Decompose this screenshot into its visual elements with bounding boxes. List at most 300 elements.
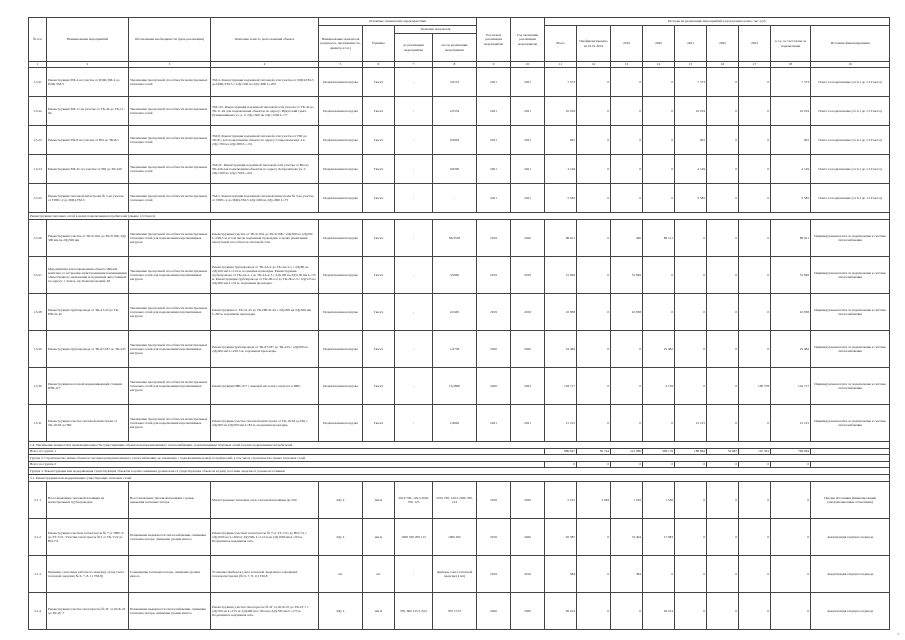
row-after: приборы учета тепловой энергии (4 шт) — [433, 556, 477, 593]
row-total: 384 — [545, 556, 577, 593]
header-reason: Обоснование необходимости (цель реализации) — [129, 18, 211, 62]
row-indicator: Подключаемая нагрузка — [319, 220, 363, 257]
row-source: Плата за подключение (от 0,1 до 1,5 Гкал/ч) — [811, 97, 890, 126]
row-number: 1.3.31 — [29, 405, 47, 442]
row-cost-2021: 0 — [675, 331, 707, 368]
total-value: 0 — [577, 462, 611, 468]
row-indicator: 2Ду L — [319, 593, 363, 630]
row-cost-2023: 0 — [739, 556, 771, 593]
row-total: 7 573 — [545, 68, 577, 97]
row-cost-2023: 0 — [739, 482, 771, 519]
row-connection-fee: 0 — [771, 556, 811, 593]
total-value: 0 — [545, 462, 577, 468]
row-before: - — [395, 155, 433, 184]
row-name: Мероприятия для подключения объекта 'Жилой комплекс со встроенно-пристроенными помещениями общественного назначения и подземной автостоянкой' по адресу: г. Томск, пр. Комсомольский, 48 — [47, 257, 129, 294]
column-number: 10 — [511, 62, 545, 68]
column-number: 14 — [643, 62, 675, 68]
row-cost-2022: 0 — [707, 519, 739, 556]
row-description: ТМ-2С. Реконструкция подземной тепловой сети участка от НО до ТК-226 для подключения объектов по адресу Добролюбова ул. 5, 2Ду=500 на 2Ду=700 L=201 — [211, 155, 319, 184]
row-indicator: 2Ду L — [319, 519, 363, 556]
row-before: - — [395, 220, 433, 257]
column-number: 18 — [771, 62, 811, 68]
row-cost-2022: 0 — [707, 220, 739, 257]
table-row — [29, 593, 890, 630]
row-start-year: 2020 — [477, 368, 511, 405]
section-title: 3.1. Реконструкция или модернизация существующих тепловых сетей — [29, 475, 890, 482]
row-connection-fee: 10 019 — [771, 97, 811, 126]
row-indicator: Подключаемая нагрузка — [319, 257, 363, 294]
section-row — [29, 475, 890, 482]
row-after: 1,8662 — [433, 405, 477, 442]
table-row — [29, 184, 890, 213]
row-cost-2019: 0 — [611, 593, 643, 630]
column-number: 6 — [363, 62, 395, 68]
column-number: 17 — [739, 62, 771, 68]
total-value: 0 — [771, 462, 811, 468]
row-number: 1.3.27 — [29, 257, 47, 294]
row-description: Реконструкция ПНС-6/7 с заменой насосного агрегата в ПНС — [211, 368, 319, 405]
header-end: Год окончания реализации мероприятия — [511, 18, 545, 62]
rows-group-b — [29, 220, 890, 442]
row-source: Индивидуальная плата за подключение к системе теплоснабжения — [811, 405, 890, 442]
row-indicator: Подключаемая нагрузка — [319, 405, 363, 442]
row-description: Реконструкция трубопровода от ТК-2А-2 до ТК-2А-2-1 с 2Ду80 на 2Ду100 мм L=114 м, подземная прокладка. Реконструкция трубопровода от ТК-2А-2-1 до ТК-2А-2-3 с 2Ду100 на 2Ду150 мм L=70 м. Реконструкция трубопровода от ТК-2Б-2-2 до ТК-2Б-2-3 с 2Ду125 на 2Ду200 мм L=52 м, подземная прокладка. — [211, 257, 319, 294]
row-connection-fee: 10 838 — [771, 294, 811, 331]
row-total: 5 582 — [545, 184, 577, 213]
row-financed: 0 — [577, 405, 611, 442]
row-start-year: 2021 — [477, 97, 511, 126]
row-unit: мм м — [363, 482, 395, 519]
section-title: Группа 2. Строительство новых объектов системы централизованного теплоснабжения, не связанных с подключением новых потребителей, в том числе строительство новых тепловых сетей — [29, 455, 890, 462]
header-costs-group: Расходы на реализацию мероприятий в прогнозных ценах, тыс. руб. — [545, 18, 890, 26]
row-reason: Увеличение пропускной способности магистральных тепловых сетей — [129, 68, 211, 97]
row-unit: Гкал/ч — [363, 405, 395, 442]
row-reason: Увеличение пропускной способности магистральных тепловых сетей для подключения перспективных нагрузок — [129, 368, 211, 405]
row-total: 10 838 — [545, 294, 577, 331]
row-cost-2021: 0 — [675, 482, 707, 519]
table-row — [29, 68, 890, 97]
column-number: 4 — [211, 62, 319, 68]
row-before: - — [395, 68, 433, 97]
row-after: 1000 405 — [433, 519, 477, 556]
total-value: 0 — [739, 462, 771, 468]
column-number: 19 — [811, 62, 890, 68]
row-connection-fee: 104 717 — [771, 368, 811, 405]
row-before: - — [395, 257, 433, 294]
header-after: после реализации мероприятия — [433, 34, 477, 62]
table-row — [29, 482, 890, 519]
row-cost-2021: 0 — [675, 257, 707, 294]
row-financed: 0 — [577, 220, 611, 257]
row-after: 13,2890 — [433, 368, 477, 405]
row-connection-fee: 86 611 — [771, 220, 811, 257]
row-name: Реконструкция ТМ-4 на участке от ИДЦ-ТМ-4 до ИДЦ ТМ-5 — [47, 68, 129, 97]
row-description: Магистральные тепловые сети, тепловой изоляции Ду 200 — [211, 482, 319, 519]
section-title: Группа 3. Реконструкция или модернизация существующих объектов в целях снижения уровня износа существующих объектов и (или) поставки энергии от разных источников — [29, 468, 890, 475]
row-cost-2023: 0 — [739, 155, 771, 184]
row-cost-2019: 0 — [611, 97, 643, 126]
row-start-year: 2020 — [477, 593, 511, 630]
row-cost-2022: 0 — [707, 593, 739, 630]
row-start-year: 2016 — [477, 482, 511, 519]
total-value: 0 — [707, 462, 739, 468]
row-cost-2023: 0 — [739, 519, 771, 556]
row-cost-2020: 86 121 — [643, 220, 675, 257]
row-cost-2021: 21 215 — [675, 405, 707, 442]
header-y2019: 2019 — [611, 26, 643, 62]
row-start-year: 2019 — [477, 556, 511, 593]
row-name: Реконструкция участка тепловой магистрали от ТК-18-63 до НО — [47, 405, 129, 442]
row-description: ТМ-5. Реконструкция подземной тепловой магистрали № 5 на участке от ГПРС-2 до ИДЦ-ТМ-5 2Ду=600 на 2Ду=800 L=75 — [211, 184, 319, 213]
row-number: 1.3.30 — [29, 368, 47, 405]
row-name: Реконструкция участка от ТК-9/19А до ТК-9/19Б, 2Ду 300 мм на 2Ду500 мм — [47, 220, 129, 257]
row-cost-2021: 0 — [675, 556, 707, 593]
row-description: Реконструкция от ТК-41-45 до ТК-ПВ-41-45 с 2Ду200 на 2Ду500 мм L=60 м, подземная прокладка. — [211, 294, 319, 331]
row-cost-2023: 0 — [739, 68, 771, 97]
column-number: 13 — [611, 62, 643, 68]
row-cost-2021: 0 — [675, 294, 707, 331]
total-value: 0 — [643, 462, 675, 468]
row-cost-2019: 0 — [611, 68, 643, 97]
row-cost-2019: 490 — [611, 220, 643, 257]
header-financed: Профинансировано на 01.01.2019 — [577, 26, 611, 62]
row-cost-2022: 0 — [707, 68, 739, 97]
row-before: - — [395, 97, 433, 126]
row-cost-2019: 0 — [611, 155, 643, 184]
row-cost-2022: 0 — [707, 97, 739, 126]
header-total: Всего — [545, 26, 577, 62]
row-after: 0,8290 — [433, 155, 477, 184]
row-cost-2019: 1 016 — [611, 482, 643, 519]
row-reason: Сокращение тепловых потерь, снижение уровня износа — [129, 556, 211, 593]
row-reason: Повышение надежности теплоснабжения, снижения тепловых потерь, снижение уровня износа — [129, 519, 211, 556]
row-end-year: 2020 — [511, 593, 545, 630]
total-value: 0 — [675, 462, 707, 468]
row-indicator: Подключаемая нагрузка — [319, 68, 363, 97]
row-before: - — [395, 126, 433, 155]
row-cost-2023: 0 — [739, 405, 771, 442]
row-name: Реконструкция ТМ-8 на участке от НО до ТК-8/1 — [47, 126, 129, 155]
row-financed: 0 — [577, 68, 611, 97]
total-label: Всего по группе 2 — [29, 462, 545, 468]
row-indicator: 2Ду L — [319, 482, 363, 519]
column-number: 5 — [319, 62, 363, 68]
row-connection-fee: 7 573 — [771, 68, 811, 97]
row-end-year: 2019 — [511, 257, 545, 294]
row-connection-fee: 991 — [771, 126, 811, 155]
total-value: 54 687 — [707, 449, 739, 455]
row-financed: 0 — [577, 556, 611, 593]
row-connection-fee: 21 215 — [771, 405, 811, 442]
row-cost-2020: 0 — [643, 155, 675, 184]
row-connection-fee: 31 826 — [771, 257, 811, 294]
row-number: 1.3.21 — [29, 68, 47, 97]
row-unit: Гкал/ч — [363, 294, 395, 331]
row-start-year: 2019 — [477, 294, 511, 331]
row-source: Амортизация текущего периода — [811, 556, 890, 593]
row-name: Реконструкция трубопровода от ТК-67/187 до ТК-235 — [47, 331, 129, 368]
column-number: 12 — [577, 62, 611, 68]
row-unit: Гкал/ч — [363, 331, 395, 368]
table-row — [29, 97, 890, 126]
row-source: Прочие источники финансирования (амортизационные отчисления) — [811, 482, 890, 519]
row-cost-2023: 100 578 — [739, 368, 771, 405]
row-financed: 0 — [577, 126, 611, 155]
row-number: 1.3.24 — [29, 155, 47, 184]
row-source: Плата за подключение (от 0,1 до 1,5 Гкал/ч) — [811, 184, 890, 213]
investment-program-table — [28, 17, 890, 630]
table-row — [29, 155, 890, 184]
row-cost-2023: 0 — [739, 593, 771, 630]
row-description: Реконструкция участка тепловой магистрали от ТК-18-63 до НО с 2Ду300 на 2Ду500 мм L=83 м, подземная прокладка. — [211, 405, 319, 442]
page-number: 2 — [897, 632, 899, 636]
row-indicator: Подключаемая нагрузка — [319, 126, 363, 155]
row-connection-fee: 0 — [771, 519, 811, 556]
row-cost-2019: 0 — [611, 368, 643, 405]
row-indicator: Подключаемая нагрузка — [319, 368, 363, 405]
row-source: Плата за подключение (от 0,1 до 1,5 Гкал/ч) — [811, 126, 890, 155]
row-cost-2022: 0 — [707, 405, 739, 442]
row-end-year: 2021 — [511, 184, 545, 213]
row-cost-2020: 0 — [643, 257, 675, 294]
row-number: 1.3.22 — [29, 97, 47, 126]
row-unit: мм м — [363, 519, 395, 556]
table-row — [29, 126, 890, 155]
row-source: Индивидуальная плата за подключение к системе теплоснабжения — [811, 331, 890, 368]
header-name: Наименование мероприятий — [47, 18, 129, 62]
row-number: 1.3.25 — [29, 184, 47, 213]
row-cost-2021: 0 — [675, 593, 707, 630]
column-number: 2 — [47, 62, 129, 68]
total-value: 212 080 — [611, 449, 643, 455]
row-start-year: 2019 — [477, 220, 511, 257]
row-connection-fee: 5 582 — [771, 184, 811, 213]
row-name: Реконструкция тепловой магистрали № 5 на участке от ГПРС-2 до ИДЦ-ТМ-5 — [47, 184, 129, 213]
row-description: ТМ-4. Реконструкция подземной тепловой сети участка от ИДЦ-ТМ-5 до ИДЦ-ТМ-5 с 2Ду=500 на 2Ду=800 L=205 — [211, 68, 319, 97]
row-source: Амортизация текущего периода — [811, 593, 890, 630]
rows-group-c — [29, 482, 890, 630]
row-after: 3,9940 — [433, 257, 477, 294]
header-y2021: 2021 — [675, 26, 707, 62]
row-cost-2020: 0 — [643, 405, 675, 442]
column-number: 3 — [129, 62, 211, 68]
row-cost-2019: 384 — [611, 556, 643, 593]
row-cost-2023: 0 — [739, 257, 771, 294]
row-cost-2022: 0 — [707, 155, 739, 184]
row-reason: Увеличение пропускной способности магистральных тепловых сетей для подключения перспективных нагрузок — [129, 257, 211, 294]
row-total: 10 019 — [545, 97, 577, 126]
row-cost-2021: 0 — [675, 519, 707, 556]
row-financed: 0 — [577, 257, 611, 294]
column-number: 11 — [545, 62, 577, 68]
header-unit: Единица — [363, 26, 395, 62]
row-name: Приемно-сдаточные работы по монтажу узлов учета тепловой энергии (№ 6, 7, 8, 11 ТМ-8) — [47, 556, 129, 593]
row-name: Реконструкция ТМ-11 на участке от ТК-44 до ТК-11-04 — [47, 97, 129, 126]
row-cost-2021: 0 — [675, 368, 707, 405]
row-number: 1.3.23 — [29, 126, 47, 155]
total-label: Всего по группе 1 — [29, 449, 545, 455]
row-description: ТМ-8. Реконструкция подземной тепловой сети участка от НО до ТК-8/1 для подключения объекта по адресу Ставропольская, 4 к. 2Ду=700 на 2Ду=800 L=151 — [211, 126, 319, 155]
row-cost-2022: 0 — [707, 184, 739, 213]
row-reason: Увеличение пропускной способности магистральных тепловых сетей — [129, 126, 211, 155]
row-cost-2021: 4 149 — [675, 155, 707, 184]
table-row — [29, 294, 890, 331]
row-cost-2019: 0 — [611, 184, 643, 213]
table-row — [29, 368, 890, 405]
row-after: 2,0465 — [433, 294, 477, 331]
header-desc: Описание и место расположения объекта — [211, 18, 319, 62]
total-value: 799 094 — [771, 449, 811, 455]
row-reason: Увеличение пропускной способности магистральных тепловых сетей — [129, 184, 211, 213]
row-unit: Гкал/ч — [363, 97, 395, 126]
row-after: 3,0101 — [433, 68, 477, 97]
table-row — [29, 556, 890, 593]
column-number: 15 — [675, 62, 707, 68]
row-cost-2019: 0 — [611, 331, 643, 368]
row-reason: Увеличение пропускной способности магистральных тепловых сетей для подключения перспективных нагрузок — [129, 294, 211, 331]
total-value: 886 647 — [545, 449, 577, 455]
row-cost-2019: 31 826 — [611, 257, 643, 294]
row-indicator: Подключаемая нагрузка — [319, 97, 363, 126]
header-tech-name: Наименование показателя (мощность, протяженность, диаметр и т.п.) — [319, 26, 363, 62]
row-total: 21 215 — [545, 405, 577, 442]
row-start-year: 2021 — [477, 184, 511, 213]
row-end-year: 2019 — [511, 556, 545, 593]
table-row — [29, 257, 890, 294]
row-unit: Гкал/ч — [363, 220, 395, 257]
row-unit: Гкал/ч — [363, 368, 395, 405]
row-source: Плата за подключение (от 0,1 до 1,5 Гкал/ч) — [811, 68, 890, 97]
row-description: ТМ-11Г. Реконструкция подземной тепловой сети участка от ТК-44 до ТК-11-04 для подключения объектов по адресу: Иркутский тракт, Рукавишникова ул. д. 2, 2Ду=500 на 2Ду=1200 L=77 — [211, 97, 319, 126]
row-source: Амортизация текущего периода — [811, 519, 890, 556]
row-source: Индивидуальная плата за подключение к системе теплоснабжения — [811, 257, 890, 294]
row-reason: Увеличение пропускной способности магистральных тепловых сетей для подключения перспективных нагрузок — [129, 220, 211, 257]
section-row — [29, 213, 890, 220]
row-end-year: 2021 — [511, 97, 545, 126]
row-start-year: 2021 — [477, 405, 511, 442]
row-financed: 0 — [577, 294, 611, 331]
column-number: 16 — [707, 62, 739, 68]
header-y2022: 2022 — [707, 26, 739, 62]
row-start-year: 2021 — [477, 68, 511, 97]
row-indicator: Подключаемая нагрузка — [319, 155, 363, 184]
row-before: - — [395, 368, 433, 405]
row-cost-2020: 0 — [643, 68, 675, 97]
row-cost-2020: 26 014 — [643, 593, 675, 630]
row-reason: Повышение надежности теплоснабжения, снижения тепловых потерь, снижение уровня износа — [129, 593, 211, 630]
row-cost-2021: 991 — [675, 126, 707, 155]
row-name: Реконструкция трубопровода от ТК-41-45 до ТК-ПВ-41-45 — [47, 294, 129, 331]
row-after: 2019 700, 126,5 2020 700, 123 — [433, 482, 477, 519]
header-y2020: 2020 — [643, 26, 675, 62]
row-indicator: Подключаемая нагрузка — [319, 331, 363, 368]
row-number: 1.3.29 — [29, 331, 47, 368]
header-before: до реализации мероприятия — [395, 34, 433, 62]
row-start-year: 2019 — [477, 519, 511, 556]
total-value: 110 361 — [739, 449, 771, 455]
row-source: Индивидуальная плата за подключение к системе теплоснабжения — [811, 294, 890, 331]
row-end-year: 2019 — [511, 294, 545, 331]
row-cost-2021: 10 019 — [675, 97, 707, 126]
row-source: Плата за подключение (от 0,1 до 1,5 Гкал/ч) — [811, 155, 890, 184]
row-connection-fee: 0 — [771, 593, 811, 630]
row-indicator: Подключаемая нагрузка — [319, 294, 363, 331]
row-connection-fee: 0 — [771, 482, 811, 519]
table-row — [29, 331, 890, 368]
row-before: - — [395, 556, 433, 593]
row-name: Реконструкция участков теплотрассы № 7 от ПНС-6 до ТТ-7/21. Участки теплотрассы №3 от ТК-7/22 до НО-7/2 — [47, 519, 129, 556]
row-end-year: 2020 — [511, 482, 545, 519]
row-total: 26 014 — [545, 593, 577, 630]
row-name: Восстановление тепловой изоляции на магистральных трубопроводах — [47, 482, 129, 519]
row-total: 104 717 — [545, 368, 577, 405]
header-num: № п/п — [29, 18, 47, 62]
row-after: - — [433, 184, 477, 213]
row-cost-2020: 0 — [643, 126, 675, 155]
row-total: 5 191 — [545, 482, 577, 519]
row-cost-2023: 0 — [739, 294, 771, 331]
row-description: Реконструкция участков теплотрассы № 7 от ТТ-7/21 до НО-7/2 с 2Ду1000 на L=209 м; 2Ду500, L=113 м на 2Ду1000 мм L=93 м. Подземная и надземная сеть. — [211, 519, 319, 556]
row-after: 66,3538 — [433, 220, 477, 257]
row-cost-2020: 0 — [643, 294, 675, 331]
row-before: 1000 500 209 113 — [395, 519, 433, 556]
row-unit: Гкал/ч — [363, 126, 395, 155]
row-total: 991 — [545, 126, 577, 155]
row-cost-2023: 0 — [739, 220, 771, 257]
row-reason: Увеличение пропускной способности магистральных тепловых сетей — [129, 155, 211, 184]
row-connection-fee: 4 149 — [771, 155, 811, 184]
row-unit: Гкал/ч — [363, 184, 395, 213]
row-name: Реконструкция ТМ-2С на участке от НО до ТК-226 — [47, 155, 129, 184]
row-start-year: 2021 — [477, 155, 511, 184]
column-number: 7 — [395, 62, 433, 68]
row-cost-2021: 7 573 — [675, 68, 707, 97]
row-total: 19 482 — [545, 331, 577, 368]
row-unit: Гкал/ч — [363, 257, 395, 294]
row-cost-2022: 0 — [707, 482, 739, 519]
row-source: Индивидуальная плата за подключение к системе теплоснабжения — [811, 368, 890, 405]
row-end-year: 2021 — [511, 68, 545, 97]
total-value: 30 744 — [577, 449, 611, 455]
row-number: 3.1.2 — [29, 519, 47, 556]
header-tech-group: Основные технические характеристики — [319, 18, 477, 26]
column-number: 8 — [433, 62, 477, 68]
row-unit: мм м — [363, 593, 395, 630]
row-cost-2023: 0 — [739, 97, 771, 126]
row-after: 0,9093 — [433, 126, 477, 155]
row-indicator: Подключаемая нагрузка — [319, 184, 363, 213]
row-cost-2020: 0 — [643, 97, 675, 126]
row-financed: 0 — [577, 155, 611, 184]
row-number: 3.1.3 — [29, 556, 47, 593]
total-value: 0 — [611, 462, 643, 468]
row-cost-2020: 4 139 — [643, 368, 675, 405]
row-before: 2019 700, 126,5 2020 700, 123 — [395, 482, 433, 519]
row-cost-2020: 19 482 — [643, 331, 675, 368]
total-value: 308 176 — [643, 449, 675, 455]
section-row — [29, 455, 890, 462]
row-indicator: шт — [319, 556, 363, 593]
row-cost-2020: 1 536 — [643, 482, 675, 519]
row-source: Индивидуальная плата за подключение к системе теплоснабжения — [811, 220, 890, 257]
row-connection-fee: 19 482 — [771, 331, 811, 368]
row-cost-2022: 0 — [707, 294, 739, 331]
row-description: Установка приборов учета тепловой энергии на отводящих тепломагистралях (№ 6, 7, 8, 11) ТМ-8 — [211, 556, 319, 593]
header-row-1 — [29, 18, 890, 26]
rows-group-a — [29, 68, 890, 213]
row-description: Реконструкция участка от ТК-9/19А до ТК-9/19Б с 2Ду300 на 2Ду500 L=199,5 м, в том числе подземной прокладки, в целях увеличения пропускной способности тепловой сети — [211, 220, 319, 257]
row-reason: Увеличение пропускной способности магистральных тепловых сетей для подключения перспективных нагрузок — [129, 405, 211, 442]
